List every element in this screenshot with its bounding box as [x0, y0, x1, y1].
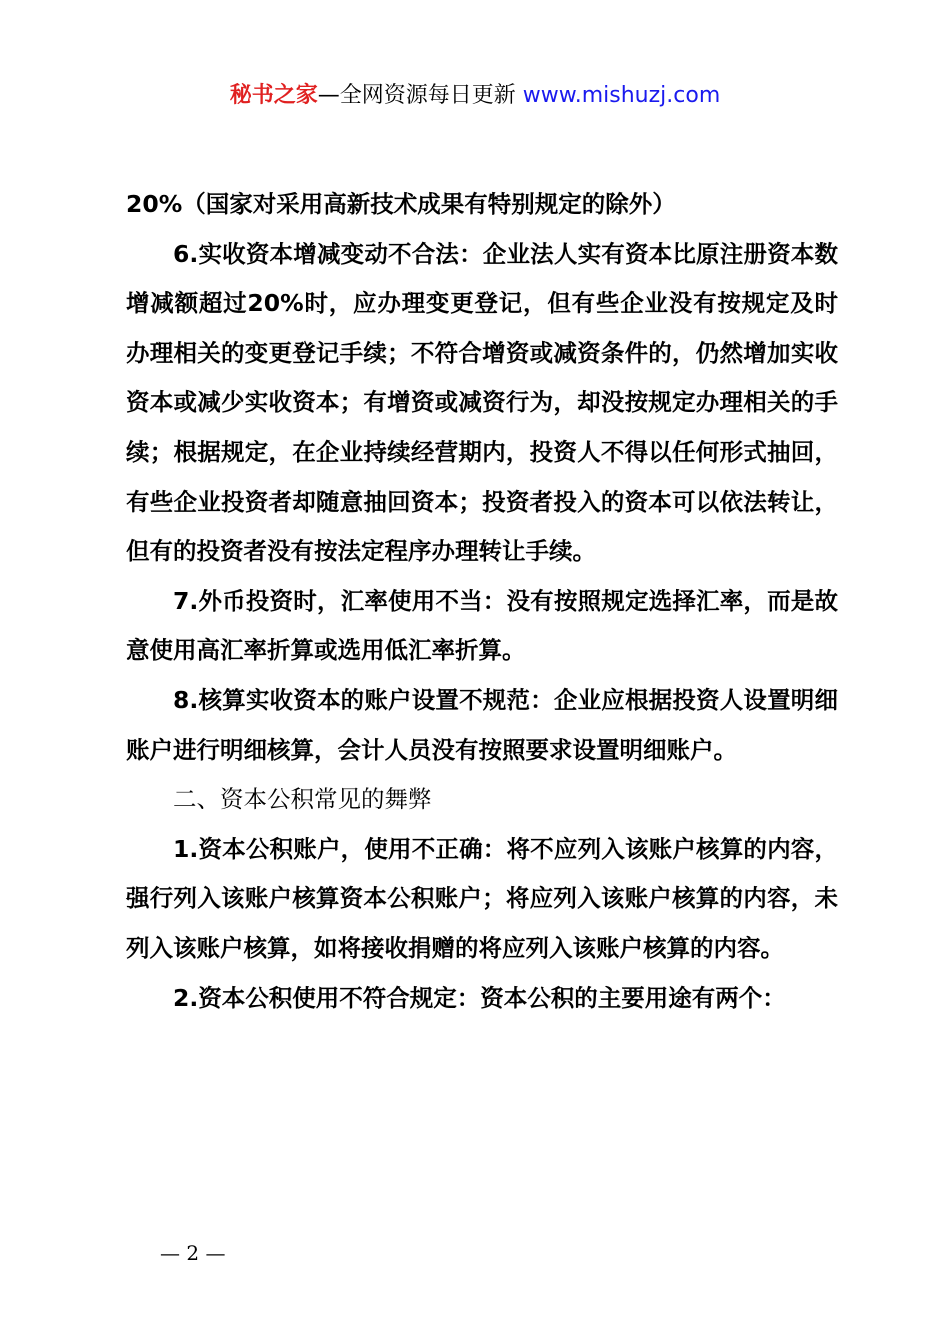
brand-name: 秘书之家: [229, 83, 318, 108]
paragraph-item-2: 2.资本公积使用不符合规定：资本公积的主要用途有两个：: [173, 983, 786, 1012]
paragraph-item-6: 6.实收资本增减变动不合法：企业法人实有资本比原注册资本数增减额超过20%时，应办理变更登记，但有些企业没有按规定及时办理相关的变更登记手续；不符合增资或减资条件的，仍然增加实收资本或减少实收资本；有增资或减资行为，却没按规定办理相关的手续；根据规定，在企业持续经营期内，投资人不得以任何形式抽回，有些企业投资者却随意抽回资本；投资者投入的资本可以依法转让，但有的投资者没有按法定程序办理转让手续。: [126, 239, 838, 566]
paragraph-item-1: 1.资本公积账户，使用不正确：将不应列入该账户核算的内容，强行列入该账户核算资本公积账户；将应列入该账户核算的内容，未列入该账户核算，如将接收捐赠的将应列入该账户核算的内容。: [126, 834, 838, 962]
document-body: [126, 180, 838, 1023]
page-header: [0, 80, 950, 112]
paragraph-continuation: 20%（国家对采用高新技术成果有特别规定的除外）: [126, 190, 676, 218]
paragraph-item-7: 7.外币投资时，汇率使用不当：没有按照规定选择汇率，而是故意使用高汇率折算或选用低汇率折算。: [126, 586, 838, 665]
page-number: — 2 —: [160, 1241, 226, 1265]
header-tagline: —全网资源每日更新: [317, 83, 516, 108]
header-url-link[interactable]: www.mishuzj.com: [522, 83, 721, 108]
paragraph-item-8: 8.核算实收资本的账户设置不规范：企业应根据投资人设置明细账户进行明细核算，会计人员没有按照要求设置明细账户。: [126, 685, 838, 764]
section-heading: 二、资本公积常见的舞弊: [173, 785, 432, 814]
